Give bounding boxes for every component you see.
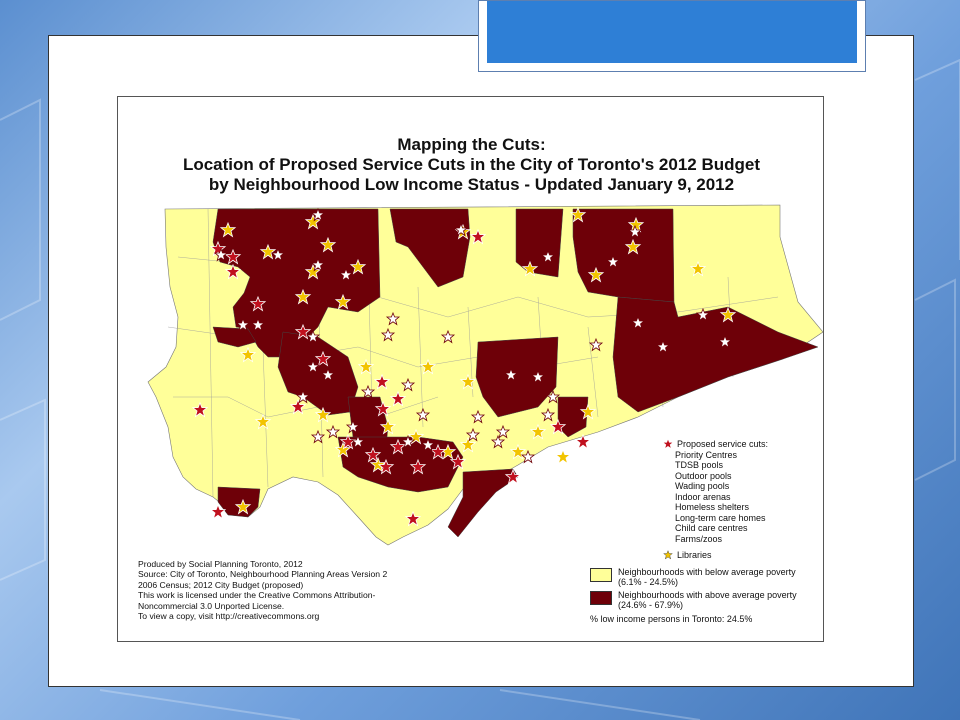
legend-items [663, 450, 823, 545]
below-average-range: (6.1% - 24.5%) [618, 577, 679, 587]
below-average-label: Neighbourhoods with below average poverty [618, 567, 796, 577]
service-cuts-legend [663, 439, 823, 561]
above-average-range: (24.6% - 67.9%) [618, 600, 684, 610]
map-credits [138, 559, 468, 621]
credit-line: Produced by Social Planning Toronto, 2012 [138, 559, 303, 569]
library-star-icon [663, 550, 673, 560]
credit-line: Noncommercial 3.0 Unported License. [138, 600, 285, 611]
poverty-legend [590, 567, 820, 624]
legend-heading: Proposed service cuts: [677, 439, 769, 449]
slide-title-fill [487, 1, 857, 63]
above-average-label: Neighbourhoods with above average poverty [618, 590, 797, 600]
legend-item: Homeless shelters [675, 502, 750, 512]
legend-item: Farms/zoos [675, 533, 723, 544]
legend-item: Indoor arenas [675, 491, 731, 502]
below-average-swatch [590, 568, 612, 582]
map-title-line-2: Location of Proposed Service Cuts in the City of Toronto's 2012 Budget [182, 155, 761, 174]
legend-libraries: Libraries [677, 550, 712, 560]
legend-item: Child care centres [675, 523, 748, 533]
legend-item: Priority Centres [675, 449, 738, 460]
slide-title-box [478, 0, 866, 72]
map-title-line-3: by Neighbourhood Low Income Status - Updated January 9, 2012 [208, 175, 735, 194]
poverty-note: % low income persons in Toronto: 24.5% [590, 614, 753, 624]
credit-line: To view a copy, visit http://creativecommons.org [138, 611, 320, 622]
above-average-swatch [590, 591, 612, 605]
legend-item: Long-term care homes [675, 512, 766, 523]
legend-item: Wading pools [675, 481, 730, 491]
map-title-line-1: Mapping the Cuts: [397, 135, 546, 154]
cut-star-icon [663, 439, 673, 449]
map-title [118, 135, 825, 195]
credit-line: Source: City of Toronto, Neighbourhood Planning Areas Version 2 [138, 569, 388, 580]
map-figure [117, 96, 824, 642]
legend-item: TDSB pools [675, 460, 724, 470]
credit-line: 2006 Census; 2012 City Budget (proposed) [138, 579, 304, 590]
legend-item: Outdoor pools [675, 470, 732, 481]
credit-line: This work is licensed under the Creative Commons Attribution- [138, 590, 376, 601]
